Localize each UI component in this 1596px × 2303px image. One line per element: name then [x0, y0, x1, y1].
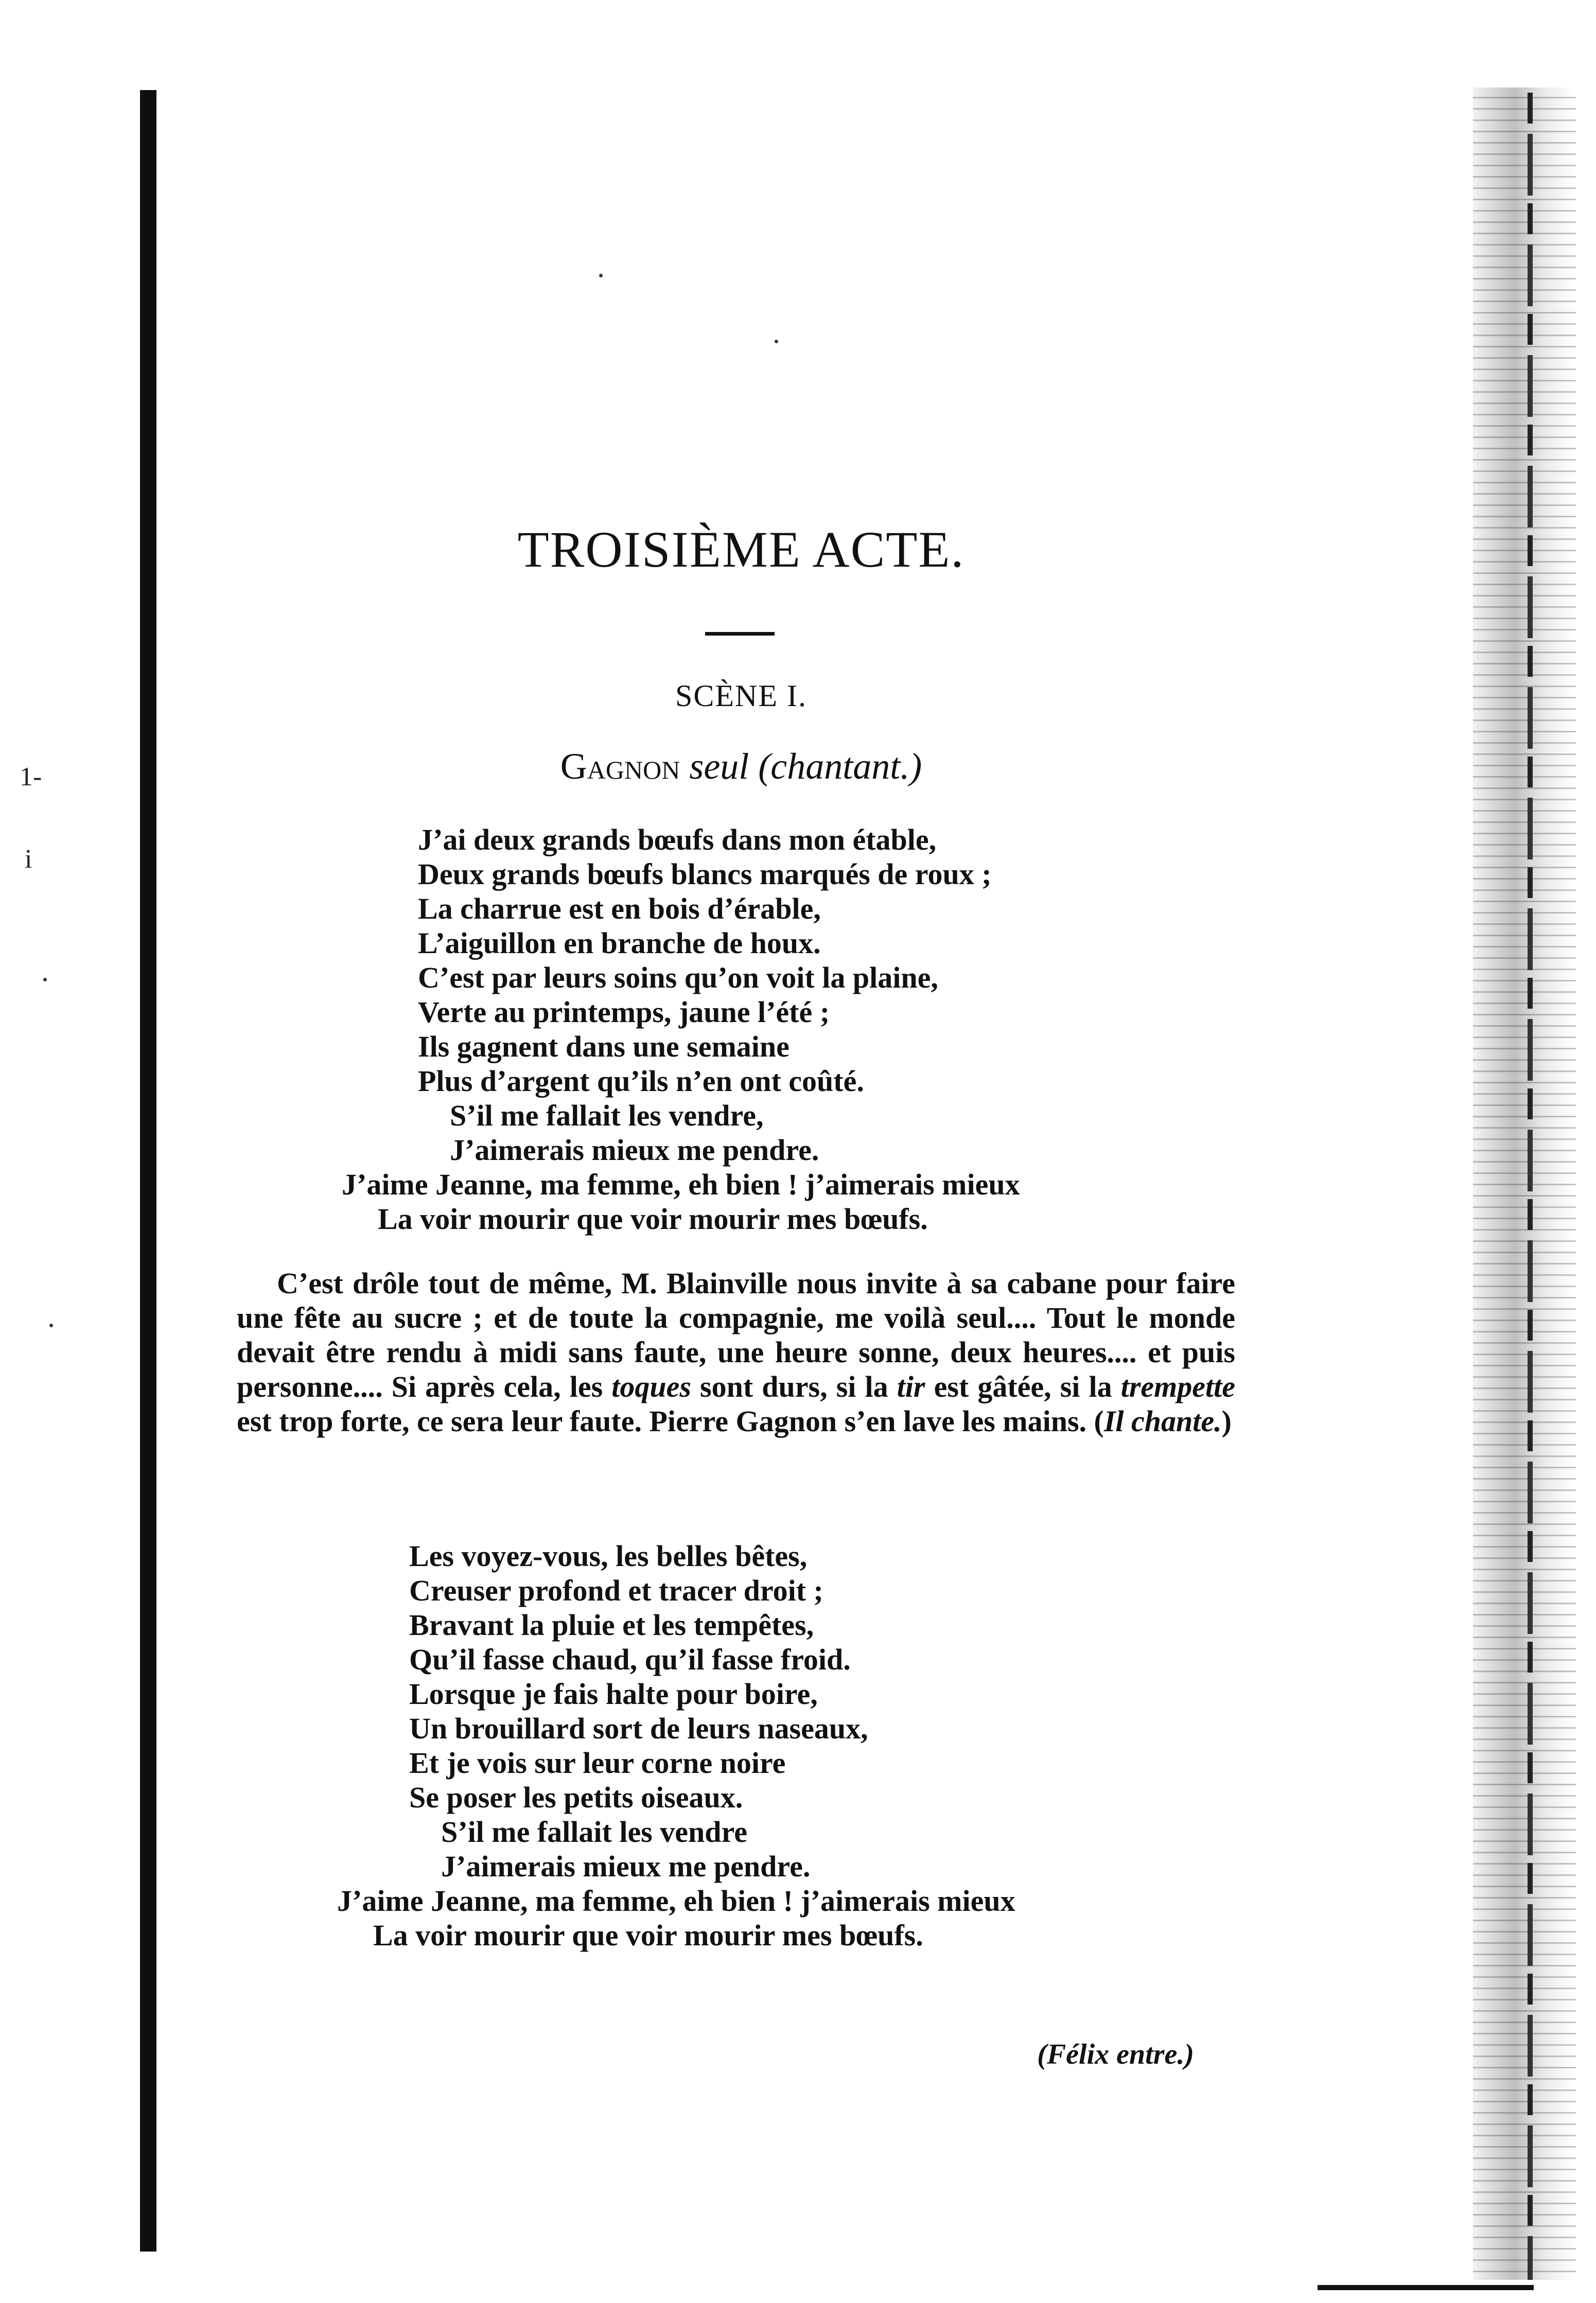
verse-first [342, 822, 1020, 1236]
verse-line: Bravant la pluie et les tempêtes, [409, 1608, 814, 1642]
verse-line: Verte au printemps, jaune l’été ; [418, 995, 830, 1029]
prose-text: est trop forte, ce sera leur faute. Pierre Gagnon s’en lave les mains. ( [237, 1404, 1104, 1438]
binding-shadow [140, 90, 156, 2252]
inline-stage-direction: Il chante. [1103, 1404, 1222, 1438]
closing-stage-direction: (Félix entre.) [1037, 2038, 1194, 2070]
term-toques: toques [611, 1370, 691, 1403]
prose-text: est gâtée, si la [925, 1370, 1121, 1403]
verse-line: J’aimerais mieux me pendre. [450, 1133, 819, 1167]
verse-line: S’il me fallait les vendre, [450, 1099, 764, 1132]
monologue-paragraph [237, 1266, 1235, 1438]
verse-line: J’ai deux grands bœufs dans mon étable, [418, 823, 937, 856]
verse-second [337, 1539, 1015, 1953]
verse-line: Ils gagnent dans une semaine [418, 1030, 790, 1063]
speck [775, 340, 778, 343]
speck [599, 274, 603, 277]
verse-line: La voir mourir que voir mourir mes bœufs. [378, 1202, 928, 1236]
verse-line: Et je vois sur leur corne noire [409, 1746, 786, 1780]
speck [49, 1324, 53, 1327]
verse-line: J’aimerais mieux me pendre. [441, 1850, 811, 1883]
verse-line: La voir mourir que voir mourir mes bœufs. [373, 1919, 923, 1952]
verse-line: S’il me fallait les vendre [441, 1815, 747, 1849]
verse-line: L’aiguillon en branche de houx. [418, 926, 821, 960]
character-name: Gagnon [560, 746, 680, 787]
verse-line: J’aime Jeanne, ma femme, eh bien ! j’aimerais mieux [337, 1884, 1015, 1918]
verse-line: Se poser les petits oiseaux. [409, 1781, 743, 1814]
margin-mark-1: 1- [20, 762, 42, 792]
page-edge-shadow [1473, 87, 1576, 2280]
verse-line: Les voyez-vous, les belles bêtes, [409, 1539, 808, 1573]
verse-line: J’aime Jeanne, ma femme, eh bien ! j’aimerais mieux [342, 1168, 1020, 1201]
character-heading [0, 745, 1482, 788]
scene-title: SCÈNE I. [675, 679, 807, 713]
verse-line: Deux grands bœufs blancs marqués de roux ; [418, 857, 992, 891]
title-divider [705, 632, 775, 636]
verse-line: Plus d’argent qu’ils n’en ont coûté. [418, 1064, 864, 1098]
verse-line: Creuser profond et tracer droit ; [409, 1574, 823, 1607]
prose-text: sont durs, si la [691, 1370, 897, 1403]
speck [43, 978, 47, 981]
prose-text: C’est drôle tout de même, M. Blainville nous invite à sa cabane pour faire une fête au sucre ; et de toute la compagnie, me voilà seul.... Tout le monde devait être rendu à midi sans faute, une heure sonne, deux heures.... et puis personne.... Si après cela, les [237, 1267, 1235, 1403]
verse-line: La charrue est en bois d’érable, [418, 892, 821, 925]
verse-line: Qu’il fasse chaud, qu’il fasse froid. [409, 1643, 851, 1676]
prose-text: ) [1221, 1404, 1232, 1438]
margin-mark-2: i [25, 845, 32, 874]
character-direction: seul (chantant.) [689, 746, 922, 787]
bottom-edge-rule [1318, 2285, 1534, 2290]
verse-line: C’est par leurs soins qu’on voit la plaine, [418, 961, 938, 994]
term-tir: tir [897, 1370, 925, 1403]
verse-line: Un brouillard sort de leurs naseaux, [409, 1712, 868, 1745]
page-edge-line [1528, 93, 1533, 2280]
act-title: TROISIÈME ACTE. [517, 521, 965, 578]
term-trempette: trempette [1120, 1370, 1235, 1403]
verse-line: Lorsque je fais halte pour boire, [409, 1677, 818, 1711]
